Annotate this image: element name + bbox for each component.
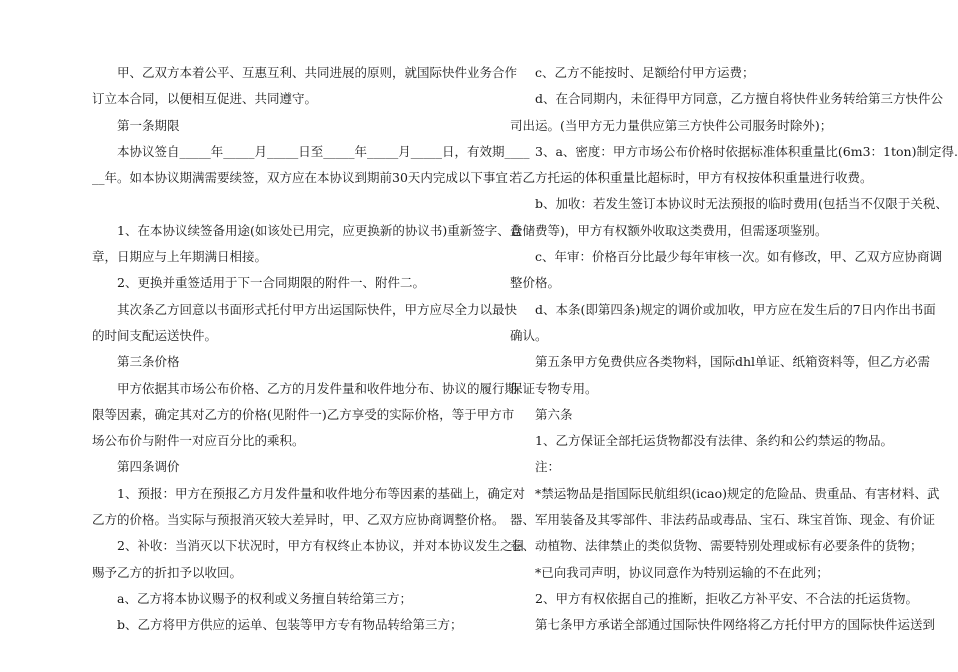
text-line: 的时间支配运送快件。: [92, 327, 218, 343]
section-heading: 第六条: [535, 406, 573, 422]
text-line: 第五条甲方免费供应各类物料，国际dhl单证、纸箱资料等，但乙方必需: [535, 354, 931, 370]
text-line: 乙方的价格。当实际与预报消灭较大差异时，甲、乙双方应协商调整价格。: [92, 512, 505, 528]
text-line: *禁运物品是指国际民航组织(icao)规定的危险品、贵重品、有害材料、武: [535, 485, 940, 501]
text-line: b、乙方将甲方供应的运单、包装等甲方专有物品转给第三方；: [117, 617, 463, 633]
text-line: 注：: [535, 459, 561, 475]
blank-line: [92, 191, 454, 217]
text-line: 3、a、密度：甲方市场公布价格时依据标准体积重量比(6m3：1ton)制定得.: [535, 143, 958, 159]
text-line: 章，日期应与上年期满日相接。: [92, 249, 268, 265]
text-line: 赐予乙方的折扣予以收回。: [92, 564, 243, 580]
text-line: 限等因素，确定其对乙方的价格(见附件一)乙方享受的实际价格，等于甲方市: [92, 406, 515, 422]
text-line: 保证专物专用。: [510, 380, 598, 396]
section-heading: 第一条期限: [117, 117, 180, 133]
text-line: c、乙方不能按时、足额给付甲方运费；: [535, 65, 755, 80]
text-line: 订立本合同，以便相互促进、共同遵守。: [92, 91, 318, 107]
text-line: 司出运。(当甲方无力量供应第三方快件公司服务时除外)；: [510, 117, 833, 133]
text-line: 器、军用装备及其零部件、非法药品或毒品、宝石、珠宝首饰、现金、有价证: [510, 512, 936, 528]
text-line: 1、预报：甲方在预报乙方月发件量和收件地分布等因素的基础上，确定对: [117, 485, 525, 501]
text-line: 若乙方托运的体积重量比超标时，甲方有权按体积重量进行收费。: [510, 170, 873, 186]
text-line: 2、更换并重签适用于下一合同期限的附件一、附件二。: [117, 275, 425, 291]
text-line: 仓储费等)，甲方有权额外收取这类费用，但需逐项鉴别。: [510, 222, 828, 238]
text-line: d、本条(即第四条)规定的调价或加收，甲方应在发生后的7日内作出书面: [535, 301, 936, 317]
text-line: a、乙方将本协议赐予的权利或义务擅自转给第三方；: [117, 590, 412, 606]
text-line: 1、在本协议续签备用途(如该处已用完，应更换新的协议书)重新签字、盖: [117, 222, 523, 238]
text-line: 场公布价与附件一对应百分比的乘积。: [92, 433, 305, 449]
text-line: __年。如本协议期满需要续签，双方应在本协议到期前30天内完成以下事宜：: [92, 170, 521, 186]
text-line: 其次条乙方回意以书面形式托付甲方出运国际快件，甲方应尽全力以最快: [117, 301, 518, 317]
text-line: 2、补收：当消灭以下状况时，甲方有权终止本协议，并对本协议发生之日: [117, 538, 525, 554]
right-column: [510, 60, 958, 639]
section-heading: 第四条调价: [117, 459, 180, 475]
text-line: 甲、乙双方本着公平、互惠互利、共同进展的原则，就国际快件业务合作: [117, 65, 518, 80]
text-line: 本协议签自_____年_____月_____日至_____年_____月_____日，有效期____: [117, 143, 530, 159]
text-line: *已向我司声明，协议同意作为特别运输的不在此列；: [535, 564, 829, 580]
text-line: 卷、动植物、法律禁止的类似货物、需要特别处理或标有必要条件的货物；: [510, 538, 923, 554]
section-heading: 第三条价格: [117, 354, 180, 370]
text-line: 第七条甲方承诺全部通过国际快件网络将乙方托付甲方的国际快件运送到: [535, 617, 936, 633]
text-line: 甲方依据其市场公布价格、乙方的月发件量和收件地分布、协议的履行期: [117, 380, 518, 396]
text-line: 确认。: [510, 327, 548, 343]
text-line: 2、甲方有权依据自己的推断，拒收乙方补平安、不合法的托运货物。: [535, 590, 918, 606]
text-line: 整价格。: [510, 275, 561, 291]
text-line: b、加收：若发生签订本协议时无法预报的临时费用(包括当不仅限于关税、: [535, 196, 948, 212]
text-line: d、在合同期内，未征得甲方同意，乙方擅自将快件业务转给第三方快件公: [535, 91, 944, 107]
text-line: 1、乙方保证全部托运货物都没有法律、条约和公约禁运的物品。: [535, 433, 893, 449]
text-line: c、年审：价格百分比最少每年审核一次。如有修改，甲、乙双方应协商调: [535, 249, 943, 265]
